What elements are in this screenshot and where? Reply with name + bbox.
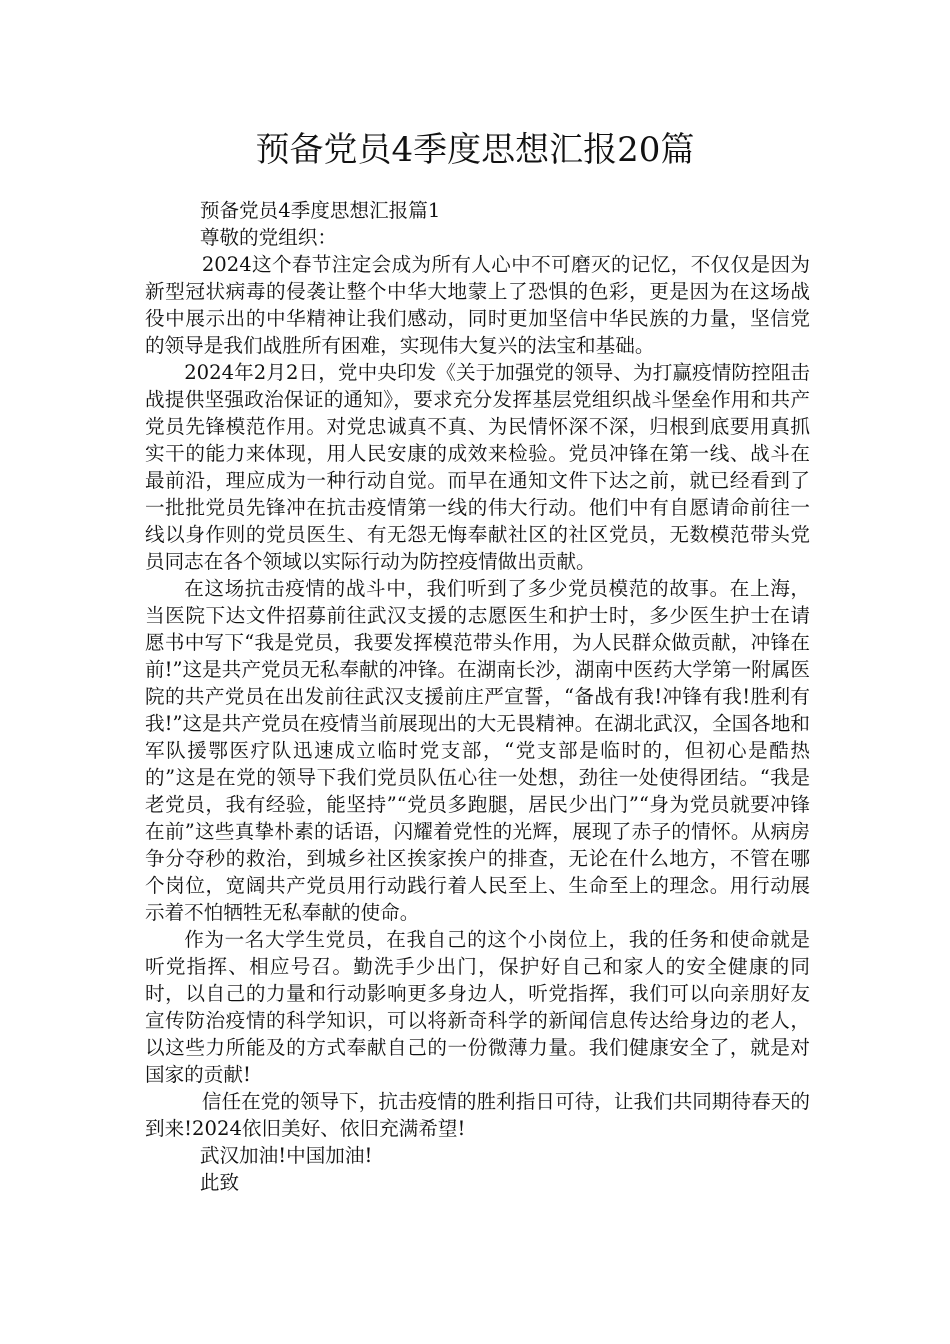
- salutation: 尊敬的党组织：: [199, 226, 338, 249]
- section-heading: 预备党员4季度思想汇报篇1: [199, 199, 441, 222]
- document-title: 预备党员4季度思想汇报20篇: [255, 130, 695, 170]
- paragraph-1: 2024这个春节注定会成为所有人心中不可磨灭的记忆，不仅仅是因为新型冠状病毒的侵袭让整个中华大地蒙上了恐惧的色彩，更是因为在这场战役中展示出的中华精神让我们感动，同时更加坚信中华民族的力量，坚信党的领导是我们战胜所有困难，实现伟大复兴的法宝和基础。: [145, 253, 810, 357]
- closing: 此致: [199, 1171, 240, 1194]
- closing-cheer: 武汉加油!中国加油!: [199, 1144, 373, 1167]
- paragraph-4: 作为一名大学生党员，在我自己的这个小岗位上，我的任务和使命就是听党指挥、相应号召。勤洗手少出门，保护好自己和家人的安全健康的同时，以自己的力量和行动影响更多身边人，听党指挥，我们可以向亲朋好友宣传防治疫情的科学知识，可以将新奇科学的新闻信息传达给身边的老人，以这些力所能及的方式奉献自己的一份微薄力量。我们健康安全了，就是对国家的贡献!: [145, 928, 810, 1086]
- paragraph-5: 信任在党的领导下，抗击疫情的胜利指日可待，让我们共同期待春天的到来!2024依旧美好、依旧充满希望!: [145, 1090, 810, 1140]
- document-body: [145, 197, 810, 1196]
- paragraph-3: 在这场抗击疫情的战斗中，我们听到了多少党员模范的故事。在上海，当医院下达文件招募前往武汉支援的志愿医生和护士时，多少医生护士在请愿书中写下“我是党员，我要发挥模范带头作用，为人民群众做贡献，冲锋在前!”这是共产党员无私奉献的冲锋。在湖南长沙，湖南中医药大学第一附属医院的共产党员在出发前往武汉支援前庄严宣誓，“备战有我!冲锋有我!胜利有我!”这是共产党员在疫情当前展现出的大无畏精神。在湖北武汉，全国各地和军队援鄂医疗队迅速成立临时党支部，“党支部是临时的，但初心是酷热的”这是在党的领导下我们党员队伍心往一处想，劲往一处使得团结。“我是老党员，我有经验，能坚持”“党员多跑腿，居民少出门”“身为党员就要冲锋在前”这些真挚朴素的话语，闪耀着党性的光辉，展现了赤子的情怀。从病房争分夺秒的救治，到城乡社区挨家挨户的排查，无论在什么地方，不管在哪个岗位，宽阔共产党员用行动践行着人民至上、生命至上的理念。用行动展示着不怕牺牲无私奉献的使命。: [145, 577, 810, 924]
- paragraph-2: 2024年2月2日，党中央印发《关于加强党的领导、为打赢疫情防控阻击战提供坚强政治保证的通知》，要求充分发挥基层党组织战斗堡垒作用和共产党员先锋模范作用。对党忠诚真不真、为民情怀深不深，归根到底要用真抓实干的能力来体现，用人民安康的成效来检验。党员冲锋在第一线、战斗在最前沿，理应成为一种行动自觉。而早在通知文件下达之前，就已经看到了一批批党员先锋冲在抗击疫情第一线的伟大行动。他们中有自愿请命前往一线以身作则的党员医生、有无怨无悔奉献社区的社区党员，无数模范带头党员同志在各个领域以实际行动为防控疫情做出贡献。: [145, 361, 810, 573]
